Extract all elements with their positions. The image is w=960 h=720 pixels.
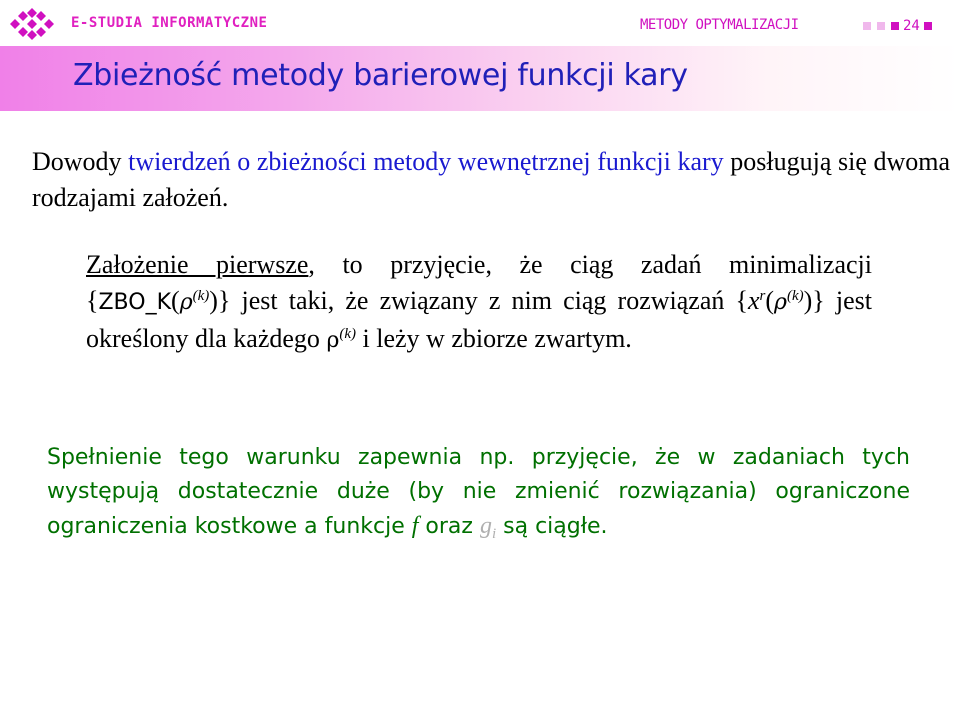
course-title: METODY OPTYMALIZACJI <box>640 17 799 33</box>
k-superscript: (k) <box>192 288 210 304</box>
paren: ( <box>765 286 775 315</box>
k-superscript: (k) <box>786 288 804 304</box>
page-indicator <box>863 18 938 34</box>
k-superscript: (k) <box>339 326 357 342</box>
assumption-paragraph <box>86 247 872 359</box>
note-paragraph <box>47 441 910 551</box>
rho-symbol: ρ <box>179 290 193 315</box>
assumption-text: )} jest określony dla każdego <box>86 286 872 353</box>
intro-text: Dowody <box>32 147 122 176</box>
page-square-icon <box>877 22 885 30</box>
x-symbol: x <box>747 286 760 315</box>
page-square-icon <box>863 22 871 30</box>
i-subscript: i <box>491 526 497 542</box>
slide-title: Zbieżność metody barierowej funkcji kary <box>73 58 688 93</box>
zbo-symbol: ZBO_K <box>98 290 172 315</box>
r-superscript: r <box>759 288 766 304</box>
assumption-text: )} jest taki, że związany z nim ciąg rozwiązań { <box>209 286 748 315</box>
logo-icon <box>10 8 54 40</box>
note-text: oraz <box>425 514 473 539</box>
brand-name: E-STUDIA INFORMATYCZNE <box>71 15 268 31</box>
assumption-text: , to przyjęcie, że ciąg zadań minimalizacji { <box>86 250 872 315</box>
g-symbol: g <box>479 513 492 539</box>
intro-paragraph <box>32 144 950 216</box>
assumption-label: Założenie pierwsze <box>86 250 309 279</box>
f-symbol: f <box>411 513 419 539</box>
note-text: są ciągłe. <box>503 514 608 539</box>
assumption-text: i leży w zbiorze zwartym. <box>362 324 632 353</box>
rho-symbol: ρ <box>326 328 340 353</box>
page-square-icon <box>924 22 932 30</box>
note-text: Spełnienie tego warunku zapewnia np. przyjęcie, że w zadaniach tych występują dostatecznie duże (by nie zmienić rozwiązania) ograniczone ograniczenia kostkowe a funkcje <box>47 445 910 539</box>
intro-highlight: twierdzeń o zbieżności metody wewnętrznej funkcji kary <box>128 147 724 176</box>
rho-symbol: ρ <box>774 290 787 315</box>
paren: ( <box>171 286 180 315</box>
page-number: 24 <box>903 18 920 34</box>
page-square-icon <box>891 22 899 30</box>
intro-text: posługują się dwoma rodzajami założeń. <box>32 147 951 212</box>
